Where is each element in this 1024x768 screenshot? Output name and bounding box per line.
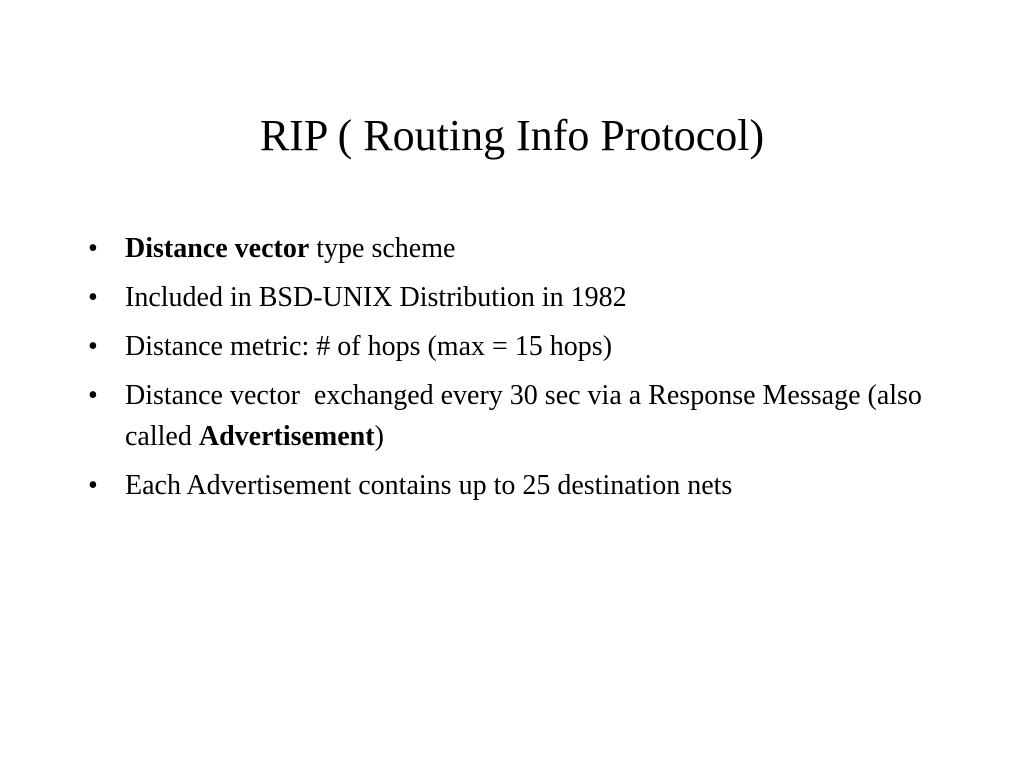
bullet-text: Included in BSD-UNIX Distribution in 1982 [125,282,627,313]
slide-title: RIP ( Routing Info Protocol) [259,111,765,160]
bullet-item [88,375,968,457]
bullet-text: ) [374,421,384,452]
bullet-icon: • [88,331,98,362]
bullet-item [88,228,968,269]
bullet-item [88,326,968,367]
bullet-icon: • [88,470,98,501]
bullet-item [88,277,968,318]
bullet-bold-text: Advertisement [198,421,375,452]
bullet-item [88,465,968,506]
bullet-icon: • [88,380,98,411]
bullet-icon: • [88,233,98,264]
bullet-text: Distance metric: # of hops (max = 15 hops) [125,331,613,362]
bullet-list [88,228,968,514]
bullet-text: Each Advertisement contains up to 25 destination nets [125,470,733,501]
bullet-text: Distance vector exchanged every 30 sec via a Response Message (also called [125,380,922,452]
bullet-bold-text: Distance vector [125,233,310,264]
bullet-icon: • [88,282,98,313]
bullet-text: type scheme [309,233,456,264]
